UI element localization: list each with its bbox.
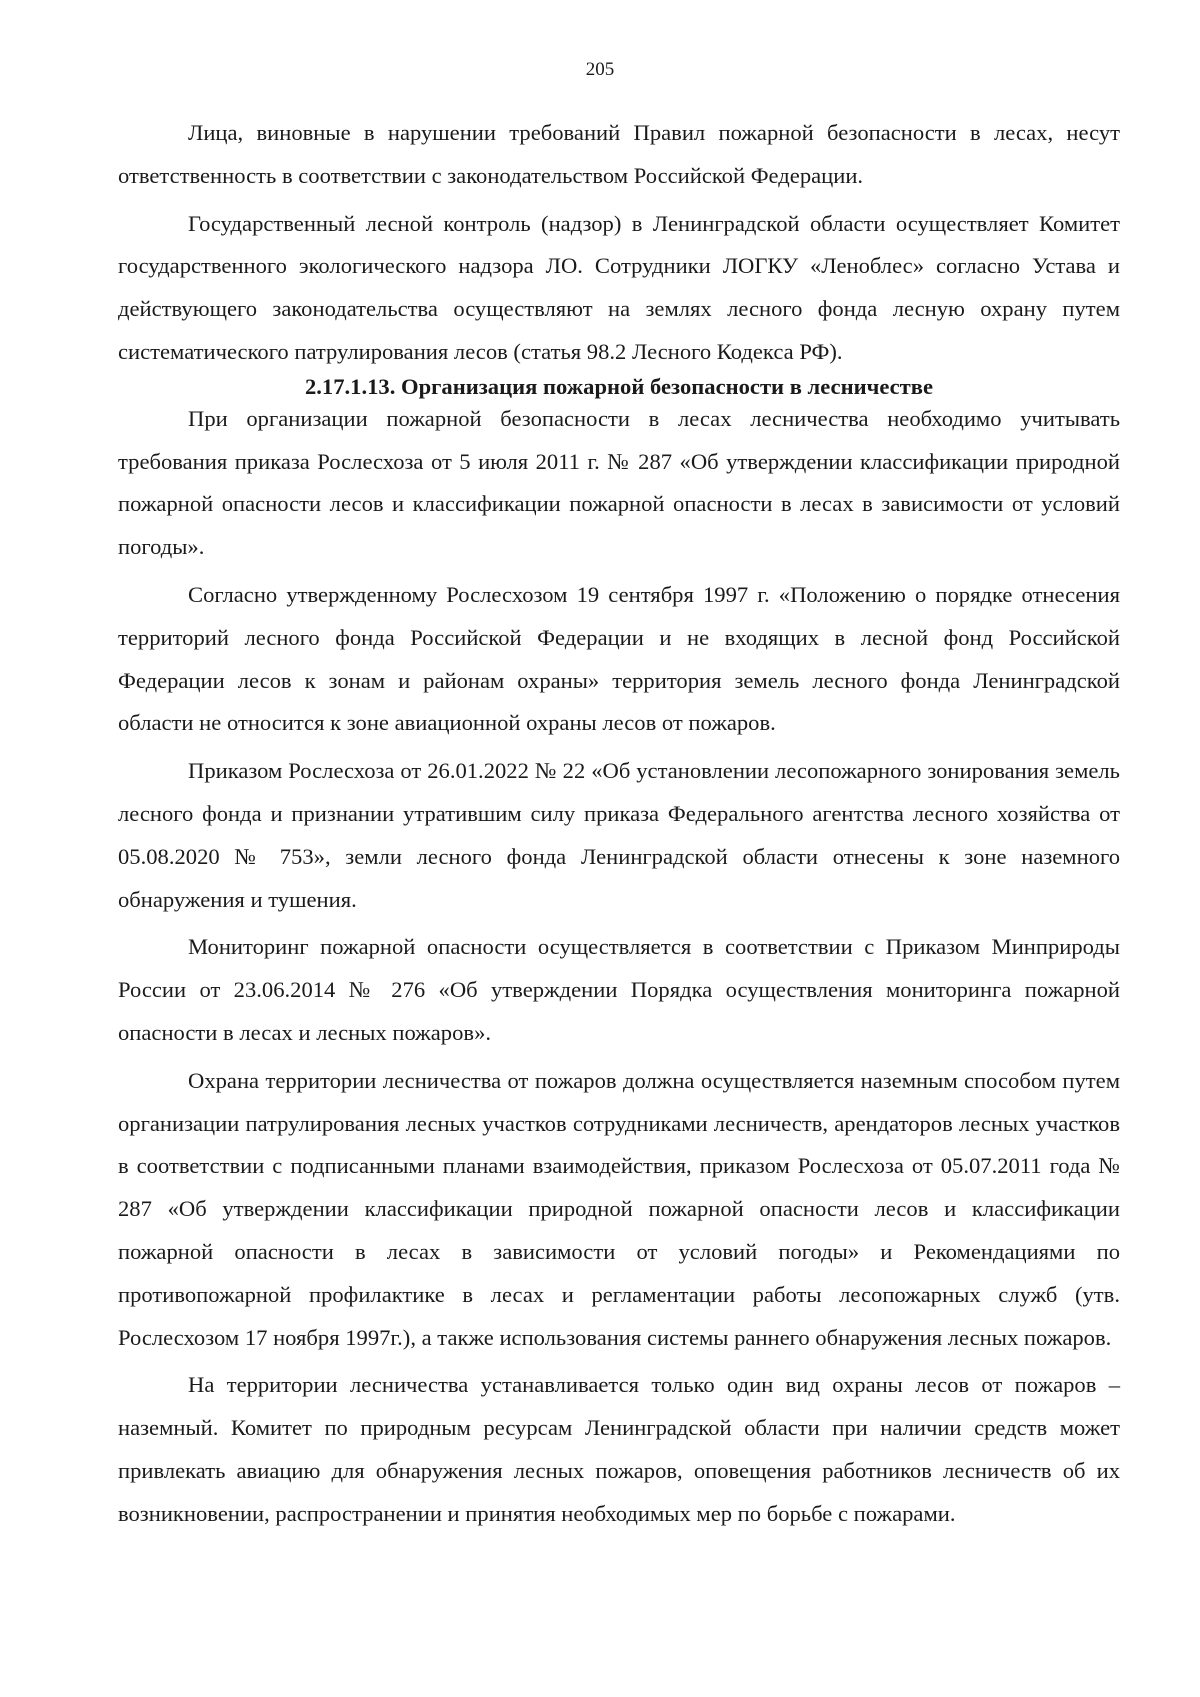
paragraph-forest-control: Государственный лесной контроль (надзор) в Ленинградской области осуществляет Комитет государственного экологического надзора ЛО. Сотрудники ЛОГКУ «Леноблес» согласно Устава и действующего законодательства осуществляют на землях лесного фонда лесную охрану путем систематического патрулирования лесов (статья 98.2 Лесного Кодекса РФ). — [118, 210, 1120, 364]
section-heading: 2.17.1.13. Организация пожарной безопасности в лесничестве — [304, 373, 934, 399]
paragraph-fire-zoning-order: Приказом Рослесхоза от 26.01.2022 № 22 «Об установлении лесопожарного зонирования земель лесного фонда и признании утратившим силу приказа Федерального агентства лесного хозяйства от 05.08.2020 № 753», земли лесного фонда Ленинградской области отнесены к зоне наземного обнаружения и тушения. — [118, 758, 1120, 912]
paragraph-ground-protection: Охрана территории лесничества от пожаров должна осуществляется наземным способом путем организации патрулирования лесных участков сотрудниками лесничеств, арендаторов лесных участков в соответствии с подписанными планами взаимодействия, приказом Рослесхоза от 05.07.2011 года № 287 «Об утверждении классификации природной пожарной опасности лесов и классификации пожарной опасности в лесах в зависимости от условий погоды» и Рекомендациями по противопожарной профилактике в лесах и регламентации работы лесопожарных служб (утв. Рослесхозом 17 ноября 1997г.), а также использования системы раннего обнаружения лесных пожаров. — [118, 1067, 1120, 1350]
paragraph-protection-type: На территории лесничества устанавливается только один вид охраны лесов от пожаров – наземный. Комитет по природным ресурсам Ленинградской области при наличии средств может привлекать авиацию для обнаружения лесных пожаров, оповещения работников лесничеств об их возникновении, распространении и принятия необходимых мер по борьбе с пожарами. — [118, 1372, 1120, 1526]
paragraph-fire-safety-organization: При организации пожарной безопасности в лесах лесничества необходимо учитывать требования приказа Рослесхоза от 5 июля 2011 г. № 287 «Об утверждении классификации природной пожарной опасности лесов и классификации пожарной опасности в лесах в зависимости от условий погоды». — [118, 405, 1120, 560]
paragraph-protection-zones: Согласно утвержденному Рослесхозом 19 сентября 1997 г. «Положению о порядке отнесения территорий лесного фонда Российской Федерации и не входящих в лесной фонд Российской Федерации лесов к зонам и районам охраны» территория земель лесного фонда Ленинградской области не относится к зоне авиационной охраны лесов от пожаров. — [118, 581, 1120, 736]
document-body — [118, 112, 1120, 1541]
paragraph-liability: Лица, виновные в нарушении требований Правил пожарной безопасности в лесах, несут ответственность в соответствии с законодательством Российской Федерации. — [118, 120, 1120, 188]
page-number: 205 — [585, 59, 615, 80]
paragraph-fire-monitoring: Мониторинг пожарной опасности осуществляется в соответствии с Приказом Минприроды России от 23.06.2014 № 276 «Об утверждении Порядка осуществления мониторинга пожарной опасности в лесах и лесных пожаров». — [118, 934, 1120, 1045]
